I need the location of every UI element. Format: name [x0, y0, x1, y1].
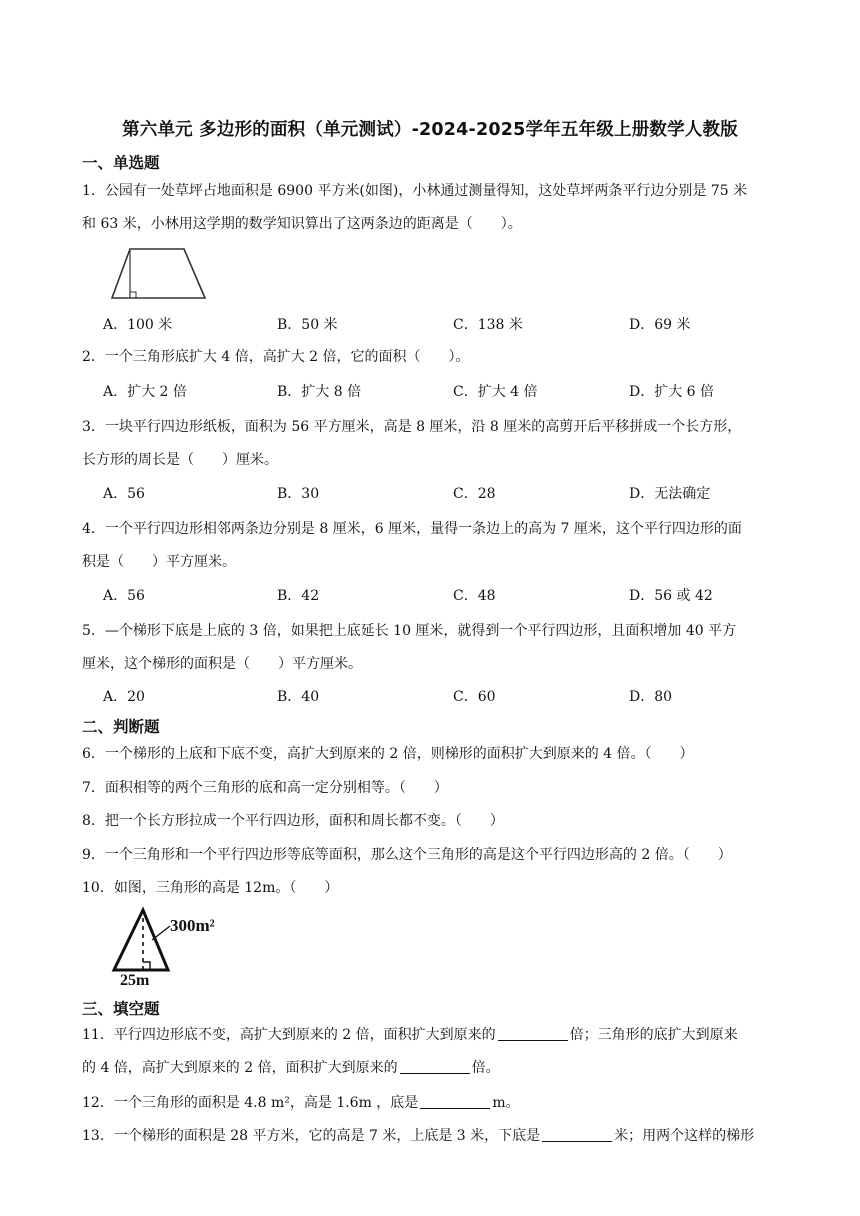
question-11-line-1	[82, 1026, 738, 1044]
option-c[interactable]: C．28	[453, 486, 496, 502]
question-12	[82, 1094, 520, 1112]
option-b[interactable]: B．40	[277, 689, 320, 705]
question-12-text-a: 12．一个三角形的面积是 4.8 m²，高是 1.6m ，底是	[82, 1095, 419, 1111]
option-c[interactable]: C．扩大 4 倍	[453, 384, 538, 400]
question-1-line-1: 1．公园有一处草坪占地面积是 6900 平方米(如图)，小林通过测量得知，这处草坪两条平行边分别是 75 米	[82, 183, 748, 199]
option-a[interactable]: A．56	[103, 486, 145, 502]
option-d[interactable]: D．56 或 42	[629, 588, 713, 604]
question-2-options	[103, 383, 843, 401]
option-d[interactable]: D．扩大 6 倍	[629, 384, 715, 400]
question-5-options	[103, 688, 843, 706]
question-11-text-a: 11．平行四边形底不变，高扩大到原来的 2 倍，面积扩大到原来的	[82, 1027, 496, 1043]
question-11-text-b: 倍；三角形的底扩大到原来	[569, 1027, 738, 1043]
question-4-options	[103, 587, 843, 605]
option-b[interactable]: B．30	[277, 486, 320, 502]
option-a[interactable]: A．56	[103, 588, 145, 604]
option-a[interactable]: A．100 米	[103, 317, 173, 333]
question-13	[82, 1127, 754, 1145]
question-7: 7．面积相等的两个三角形的底和高一定分别相等。（ ）	[82, 780, 448, 796]
question-6: 6．一个梯形的上底和下底不变，高扩大到原来的 2 倍，则梯形的面积扩大到原来的 4 倍。（ ）	[82, 746, 694, 762]
question-12-text-b: m。	[492, 1095, 520, 1111]
section-heading-true-false: 二、判断题	[82, 718, 160, 736]
question-13-text-b: 米；用两个这样的梯形	[614, 1128, 755, 1144]
question-3-options	[103, 485, 843, 503]
option-d[interactable]: D．69 米	[629, 317, 691, 333]
answer-blank[interactable]	[542, 1127, 612, 1142]
option-b[interactable]: B．42	[277, 588, 320, 604]
question-13-text-a: 13．一个梯形的面积是 28 平方米，它的高是 7 米，上底是 3 米，下底是	[82, 1128, 541, 1144]
answer-blank[interactable]	[420, 1094, 490, 1109]
question-11-text-c: 的 4 倍，高扩大到原来的 2 倍，面积扩大到原来的	[82, 1060, 398, 1076]
option-c[interactable]: C．138 米	[453, 317, 523, 333]
trapezoid-figure	[108, 246, 210, 300]
page-title: 第六单元 多边形的面积（单元测试）-2024-2025学年五年级上册数学人教版	[122, 120, 738, 140]
question-11-text-d: 倍。	[471, 1060, 500, 1076]
question-1-options	[103, 316, 843, 334]
question-5-line-2: 厘米，这个梯形的面积是（ ）平方厘米。	[82, 656, 362, 672]
question-11-line-2	[82, 1059, 500, 1077]
triangle-area-label: 300m²	[170, 916, 215, 935]
answer-blank[interactable]	[400, 1059, 470, 1074]
triangle-figure	[108, 904, 234, 988]
triangle-base-label: 25m	[120, 972, 150, 988]
question-8: 8．把一个长方形拉成一个平行四边形，面积和周长都不变。（ ）	[82, 813, 504, 829]
section-heading-single-choice: 一、单选题	[82, 154, 160, 172]
question-1-line-2: 和 63 米，小林用这学期的数学知识算出了这两条边的距离是（ ）。	[82, 216, 522, 232]
option-c[interactable]: C．60	[453, 689, 496, 705]
option-d[interactable]: D．无法确定	[629, 486, 711, 502]
option-b[interactable]: B．扩大 8 倍	[277, 384, 362, 400]
question-4-line-1: 4．一个平行四边形相邻两条边分别是 8 厘米，6 厘米，量得一条边上的高为 7 厘米，这个平行四边形的面	[82, 521, 742, 537]
answer-blank[interactable]	[498, 1026, 568, 1041]
question-3-line-2: 长方形的周长是（ ）厘米。	[82, 452, 278, 468]
option-d[interactable]: D．80	[629, 689, 673, 705]
question-4-line-2: 积是（ ）平方厘米。	[82, 554, 236, 570]
question-5-line-1: 5．—个梯形下底是上底的 3 倍，如果把上底延长 10 厘米，就得到一个平行四边形，且面积增加 40 平方	[82, 623, 737, 639]
question-10: 10．如图，三角形的高是 12m。（ ）	[82, 880, 339, 896]
option-a[interactable]: A．扩大 2 倍	[103, 384, 187, 400]
option-b[interactable]: B．50 米	[277, 317, 338, 333]
option-a[interactable]: A．20	[103, 689, 145, 705]
option-c[interactable]: C．48	[453, 588, 496, 604]
section-heading-fill-blank: 三、填空题	[82, 1000, 160, 1018]
question-9: 9．一个三角形和一个平行四边形等底等面积，那么这个三角形的高是这个平行四边形高的 2 倍。（ ）	[82, 847, 732, 863]
question-3-line-1: 3．一块平行四边形纸板，面积为 56 平方厘米，高是 8 厘米，沿 8 厘米的高剪开后平移拼成一个长方形，	[82, 419, 742, 435]
question-2-line-1: 2．一个三角形底扩大 4 倍，高扩大 2 倍，它的面积（ ）。	[82, 349, 470, 365]
